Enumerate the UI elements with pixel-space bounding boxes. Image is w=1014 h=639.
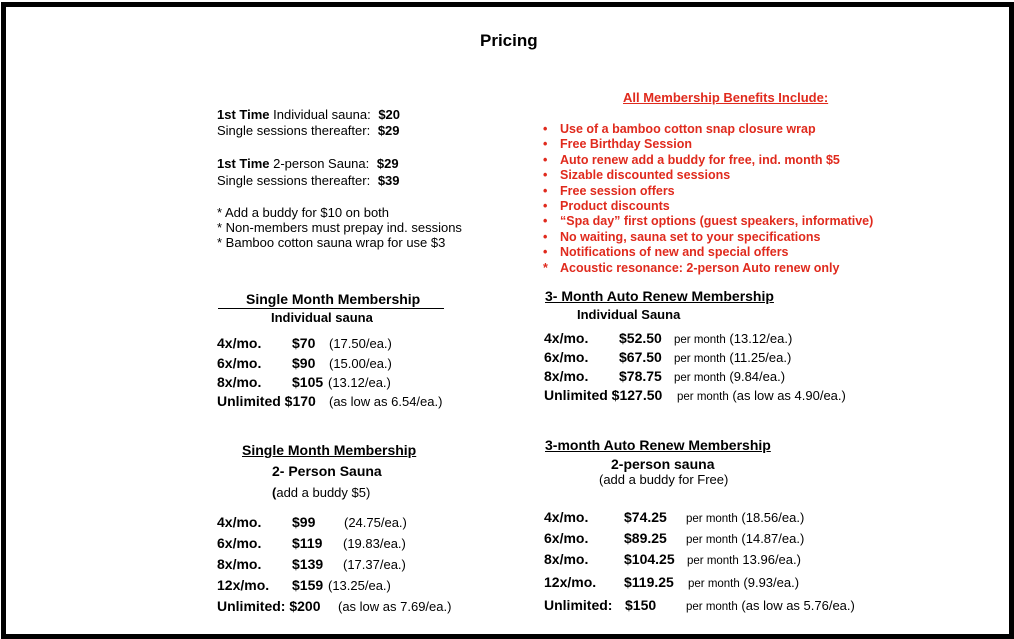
bullet-icon: •: [543, 229, 548, 244]
auto-two-buddy-note: (add a buddy for Free): [599, 472, 729, 487]
plan-price: $105: [292, 374, 324, 390]
plan-per-session: (17.37/ea.): [343, 557, 406, 572]
plan-price: $90: [292, 355, 316, 371]
benefit-item: • No waiting, sauna set to your specifications: [543, 229, 821, 244]
intro-two-person-price: $29: [376, 156, 399, 171]
auto-individual-heading: 3- Month Auto Renew Membership: [545, 288, 774, 304]
plan-label: 6x/mo.: [544, 530, 589, 546]
plan-price: $119: [292, 535, 323, 551]
benefit-item: • Auto renew add a buddy for free, ind. month $5: [543, 152, 840, 167]
benefit-item: • Sizable discounted sessions: [543, 168, 731, 183]
intro-line-single-individual: [217, 123, 400, 138]
plan-label: 4x/mo.: [544, 330, 589, 346]
bullet-icon: •: [543, 152, 548, 167]
plan-price: $67.50: [619, 349, 662, 365]
plan-per-session: (9.93/ea.): [743, 575, 800, 590]
unlimited-note: (as low as 4.90/ea.): [732, 388, 846, 403]
bullet-icon: *: [543, 260, 548, 275]
plan-per-session: (9.84/ea.): [729, 369, 786, 384]
plan-per-session: 13.96/ea.): [742, 552, 801, 567]
benefit-item: • Use of a bamboo cotton snap closure wrap: [543, 122, 816, 136]
single-two-subheading: 2- Person Sauna: [272, 463, 382, 479]
plan-price: $52.50: [619, 330, 662, 346]
page-title: Pricing: [480, 31, 538, 50]
plan-label: 6x/mo.: [217, 535, 262, 551]
per-month-label: per month: [674, 334, 726, 346]
benefit-item: • Product discounts: [543, 198, 670, 213]
per-month-label: per month: [674, 353, 726, 365]
unlimited-note: (as low as 5.76/ea.): [741, 598, 855, 613]
plan-price: $159: [292, 577, 324, 593]
unlimited-note: (as low as 7.69/ea.): [338, 599, 452, 614]
intro-single-price: $29: [377, 123, 400, 138]
per-month-label: per month: [686, 513, 738, 525]
intro-note: * Non-members must prepay ind. sessions: [217, 220, 462, 235]
unlimited-label: Unlimited: $200: [217, 598, 321, 614]
plan-label: 4x/mo.: [544, 509, 589, 525]
benefit-item: • “Spa day” first options (guest speakers, informative): [543, 214, 874, 229]
plan-price: $74.25: [624, 509, 667, 525]
intro-single-price-2: $39: [377, 173, 400, 188]
plan-label: 8x/mo.: [217, 556, 262, 572]
intro-line-first-individual: [217, 107, 400, 122]
plan-price: $119.25: [624, 574, 674, 590]
single-individual-subheading: Individual sauna: [271, 310, 373, 325]
benefits-list: [543, 122, 873, 276]
auto-individual-subheading: Individual Sauna: [577, 307, 681, 322]
plan-price: $139: [292, 556, 324, 572]
plan-label: 8x/mo.: [544, 551, 589, 567]
per-month-label: per month: [687, 555, 739, 567]
plan-per-session: (13.25/ea.): [328, 578, 391, 593]
benefit-item: • Free Birthday Session: [543, 137, 692, 152]
bullet-icon: •: [543, 198, 548, 213]
plan-label: 4x/mo.: [217, 335, 262, 351]
plan-per-session: (24.75/ea.): [344, 515, 407, 530]
bullet-icon: •: [543, 214, 548, 229]
plan-price: $104.25: [624, 551, 675, 567]
per-month-label: per month: [677, 391, 729, 403]
plan-per-session: (17.50/ea.): [329, 336, 392, 351]
single-two-heading: Single Month Membership: [242, 442, 417, 458]
plan-label: 6x/mo.: [544, 349, 589, 365]
plan-price: $89.25: [624, 530, 667, 546]
plan-label: 6x/mo.: [217, 355, 262, 371]
auto-two-subheading: 2-person sauna: [611, 456, 715, 472]
plan-price: $70: [292, 335, 316, 351]
intro-single-label: Single sessions thereafter:: [217, 123, 371, 138]
auto-two-heading: 3-month Auto Renew Membership: [545, 437, 771, 453]
per-month-label: per month: [686, 601, 738, 613]
unlimited-label: Unlimited:: [544, 597, 613, 613]
per-month-label: per month: [674, 372, 726, 384]
intro-note: * Add a buddy for $10 on both: [217, 205, 390, 220]
single-individual-heading-box: [218, 291, 444, 309]
plan-label: 12x/mo.: [217, 577, 270, 593]
unlimited-price: $150: [625, 597, 657, 613]
intro-individual-price: $20: [378, 107, 401, 122]
plan-per-session: (19.83/ea.): [343, 536, 406, 551]
intro-line-first-two-person: [217, 156, 399, 171]
intro-line-single-two-person: [217, 173, 400, 188]
per-month-label: per month: [688, 578, 740, 590]
benefit-item: • Notifications of new and special offers: [543, 245, 789, 260]
single-two-buddy-note: (add a buddy $5): [272, 485, 371, 500]
bullet-icon: •: [543, 137, 548, 152]
plan-price: $99: [292, 514, 316, 530]
bullet-icon: •: [543, 122, 548, 136]
intro-first-time-label-2: 1st Time: [217, 156, 270, 171]
plan-per-session: (18.56/ea.): [741, 510, 805, 525]
benefit-item: • Free session offers: [543, 183, 675, 198]
intro-two-person-label: 2-person Sauna:: [269, 156, 370, 171]
plan-per-session: (11.25/ea.): [729, 350, 792, 365]
bullet-icon: •: [543, 245, 548, 260]
per-month-label: per month: [686, 534, 738, 546]
plan-per-session: (13.12/ea.): [328, 375, 391, 390]
unlimited-note: (as low as 6.54/ea.): [329, 394, 443, 409]
plan-per-session: (15.00/ea.): [329, 356, 392, 371]
intro-first-time-label: 1st Time: [217, 107, 270, 122]
unlimited-label: Unlimited $170: [217, 393, 316, 409]
plan-label: 12x/mo.: [544, 574, 597, 590]
unlimited-label: Unlimited $127.50: [544, 387, 663, 403]
plan-per-session: (13.12/ea.): [729, 331, 793, 346]
bullet-icon: •: [543, 168, 548, 183]
plan-label: 8x/mo.: [217, 374, 262, 390]
benefits-heading: All Membership Benefits Include:: [623, 90, 829, 105]
benefit-item: * Acoustic resonance: 2-person Auto renew only: [543, 260, 840, 275]
intro-note: * Bamboo cotton sauna wrap for use $3: [217, 235, 446, 250]
plan-label: 8x/mo.: [544, 368, 589, 384]
plan-price: $78.75: [619, 368, 662, 384]
bullet-icon: •: [543, 183, 548, 198]
intro-individual-label: Individual sauna:: [269, 107, 371, 122]
single-individual-heading: Single Month Membership: [246, 291, 421, 307]
plan-per-session: (14.87/ea.): [741, 531, 805, 546]
intro-single-label-2: Single sessions thereafter:: [217, 173, 371, 188]
plan-label: 4x/mo.: [217, 514, 262, 530]
page-border: [1, 2, 1014, 639]
